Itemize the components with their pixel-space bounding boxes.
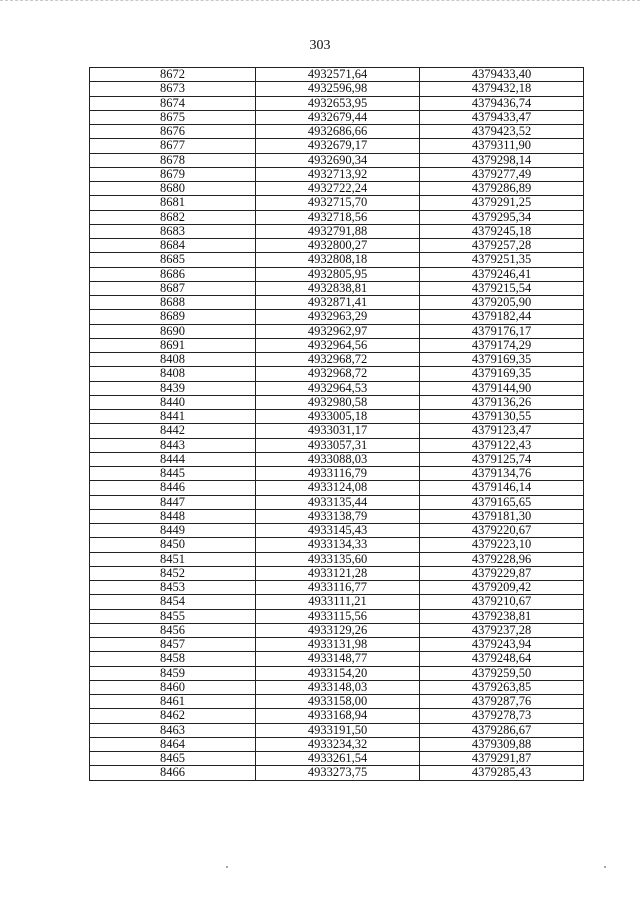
x-coordinate-cell: 4933148,03 — [256, 680, 420, 694]
point-number-cell: 8446 — [90, 481, 256, 495]
y-coordinate-cell: 4379125,74 — [420, 452, 584, 466]
y-coordinate-cell: 4379144,90 — [420, 381, 584, 395]
y-coordinate-cell: 4379257,28 — [420, 239, 584, 253]
y-coordinate-cell: 4379215,54 — [420, 281, 584, 295]
x-coordinate-cell: 4933057,31 — [256, 438, 420, 452]
table-row — [90, 723, 584, 737]
y-coordinate-cell: 4379169,35 — [420, 367, 584, 381]
x-coordinate-cell: 4932871,41 — [256, 296, 420, 310]
point-number-cell: 8688 — [90, 296, 256, 310]
y-coordinate-cell: 4379432,18 — [420, 82, 584, 96]
y-coordinate-cell: 4379205,90 — [420, 296, 584, 310]
y-coordinate-cell: 4379238,81 — [420, 609, 584, 623]
table-row — [90, 524, 584, 538]
x-coordinate-cell: 4933031,17 — [256, 424, 420, 438]
x-coordinate-cell: 4933168,94 — [256, 709, 420, 723]
point-number-cell: 8449 — [90, 524, 256, 538]
point-number-cell: 8681 — [90, 196, 256, 210]
table-row — [90, 224, 584, 238]
table-row — [90, 766, 584, 780]
y-coordinate-cell: 4379277,49 — [420, 167, 584, 181]
point-number-cell: 8678 — [90, 153, 256, 167]
x-coordinate-cell: 4932718,56 — [256, 210, 420, 224]
x-coordinate-cell: 4932679,44 — [256, 110, 420, 124]
point-number-cell: 8442 — [90, 424, 256, 438]
y-coordinate-cell: 4379245,18 — [420, 224, 584, 238]
point-number-cell: 8408 — [90, 367, 256, 381]
point-number-cell: 8452 — [90, 566, 256, 580]
y-coordinate-cell: 4379165,65 — [420, 495, 584, 509]
y-coordinate-cell: 4379223,10 — [420, 538, 584, 552]
table-row — [90, 139, 584, 153]
point-number-cell: 8459 — [90, 666, 256, 680]
x-coordinate-cell: 4933138,79 — [256, 509, 420, 523]
point-number-cell: 8672 — [90, 68, 256, 82]
x-coordinate-cell: 4932722,24 — [256, 182, 420, 196]
y-coordinate-cell: 4379291,25 — [420, 196, 584, 210]
x-coordinate-cell: 4932838,81 — [256, 281, 420, 295]
y-coordinate-cell: 4379122,43 — [420, 438, 584, 452]
table-row — [90, 210, 584, 224]
point-number-cell: 8673 — [90, 82, 256, 96]
x-coordinate-cell: 4932715,70 — [256, 196, 420, 210]
table-row — [90, 709, 584, 723]
point-number-cell: 8448 — [90, 509, 256, 523]
table-row — [90, 652, 584, 666]
x-coordinate-cell: 4932964,53 — [256, 381, 420, 395]
y-coordinate-cell: 4379298,14 — [420, 153, 584, 167]
point-number-cell: 8440 — [90, 395, 256, 409]
table-row — [90, 509, 584, 523]
table-row — [90, 196, 584, 210]
x-coordinate-cell: 4933111,21 — [256, 595, 420, 609]
y-coordinate-cell: 4379134,76 — [420, 467, 584, 481]
y-coordinate-cell: 4379251,35 — [420, 253, 584, 267]
y-coordinate-cell: 4379210,67 — [420, 595, 584, 609]
x-coordinate-cell: 4933191,50 — [256, 723, 420, 737]
x-coordinate-cell: 4933261,54 — [256, 752, 420, 766]
table-row — [90, 581, 584, 595]
x-coordinate-cell: 4933088,03 — [256, 452, 420, 466]
x-coordinate-cell: 4932980,58 — [256, 395, 420, 409]
table-row — [90, 167, 584, 181]
point-number-cell: 8443 — [90, 438, 256, 452]
x-coordinate-cell: 4933115,56 — [256, 609, 420, 623]
scan-speck — [604, 866, 606, 868]
point-number-cell: 8466 — [90, 766, 256, 780]
page-number: 303 — [309, 38, 331, 53]
y-coordinate-cell: 4379263,85 — [420, 680, 584, 694]
y-coordinate-cell: 4379433,40 — [420, 68, 584, 82]
point-number-cell: 8458 — [90, 652, 256, 666]
x-coordinate-cell: 4933145,43 — [256, 524, 420, 538]
y-coordinate-cell: 4379287,76 — [420, 695, 584, 709]
point-number-cell: 8441 — [90, 410, 256, 424]
x-coordinate-cell: 4933135,44 — [256, 495, 420, 509]
table-row — [90, 495, 584, 509]
point-number-cell: 8680 — [90, 182, 256, 196]
x-coordinate-cell: 4932679,17 — [256, 139, 420, 153]
table-row — [90, 395, 584, 409]
y-coordinate-cell: 4379146,14 — [420, 481, 584, 495]
table-row — [90, 452, 584, 466]
table-row — [90, 410, 584, 424]
point-number-cell: 8465 — [90, 752, 256, 766]
point-number-cell: 8445 — [90, 467, 256, 481]
coordinates-table — [89, 67, 584, 781]
y-coordinate-cell: 4379229,87 — [420, 566, 584, 580]
y-coordinate-cell: 4379259,50 — [420, 666, 584, 680]
point-number-cell: 8690 — [90, 324, 256, 338]
table-row — [90, 153, 584, 167]
point-number-cell: 8464 — [90, 737, 256, 751]
x-coordinate-cell: 4932962,97 — [256, 324, 420, 338]
x-coordinate-cell: 4932808,18 — [256, 253, 420, 267]
y-coordinate-cell: 4379295,34 — [420, 210, 584, 224]
y-coordinate-cell: 4379286,89 — [420, 182, 584, 196]
y-coordinate-cell: 4379436,74 — [420, 96, 584, 110]
y-coordinate-cell: 4379246,41 — [420, 267, 584, 281]
y-coordinate-cell: 4379176,17 — [420, 324, 584, 338]
point-number-cell: 8676 — [90, 125, 256, 139]
y-coordinate-cell: 4379243,94 — [420, 638, 584, 652]
y-coordinate-cell: 4379123,47 — [420, 424, 584, 438]
x-coordinate-cell: 4933124,08 — [256, 481, 420, 495]
x-coordinate-cell: 4933135,60 — [256, 552, 420, 566]
table-row — [90, 367, 584, 381]
point-number-cell: 8455 — [90, 609, 256, 623]
table-row — [90, 310, 584, 324]
point-number-cell: 8685 — [90, 253, 256, 267]
x-coordinate-cell: 4932713,92 — [256, 167, 420, 181]
table-row — [90, 638, 584, 652]
table-row — [90, 82, 584, 96]
x-coordinate-cell: 4932571,64 — [256, 68, 420, 82]
point-number-cell: 8454 — [90, 595, 256, 609]
table-row — [90, 666, 584, 680]
y-coordinate-cell: 4379291,87 — [420, 752, 584, 766]
x-coordinate-cell: 4933129,26 — [256, 623, 420, 637]
point-number-cell: 8453 — [90, 581, 256, 595]
x-coordinate-cell: 4933148,77 — [256, 652, 420, 666]
point-number-cell: 8463 — [90, 723, 256, 737]
table-row — [90, 438, 584, 452]
y-coordinate-cell: 4379423,52 — [420, 125, 584, 139]
point-number-cell: 8686 — [90, 267, 256, 281]
x-coordinate-cell: 4932690,34 — [256, 153, 420, 167]
y-coordinate-cell: 4379209,42 — [420, 581, 584, 595]
y-coordinate-cell: 4379130,55 — [420, 410, 584, 424]
table-row — [90, 182, 584, 196]
top-scan-edge — [0, 0, 640, 4]
table-row — [90, 609, 584, 623]
table-row — [90, 125, 584, 139]
x-coordinate-cell: 4932653,95 — [256, 96, 420, 110]
point-number-cell: 8677 — [90, 139, 256, 153]
x-coordinate-cell: 4932800,27 — [256, 239, 420, 253]
point-number-cell: 8674 — [90, 96, 256, 110]
table-row — [90, 623, 584, 637]
table-row — [90, 96, 584, 110]
y-coordinate-cell: 4379237,28 — [420, 623, 584, 637]
y-coordinate-cell: 4379311,90 — [420, 139, 584, 153]
table-row — [90, 324, 584, 338]
table-row — [90, 353, 584, 367]
table-row — [90, 595, 584, 609]
table-row — [90, 481, 584, 495]
point-number-cell: 8444 — [90, 452, 256, 466]
y-coordinate-cell: 4379248,64 — [420, 652, 584, 666]
y-coordinate-cell: 4379433,47 — [420, 110, 584, 124]
x-coordinate-cell: 4933134,33 — [256, 538, 420, 552]
x-coordinate-cell: 4933154,20 — [256, 666, 420, 680]
y-coordinate-cell: 4379285,43 — [420, 766, 584, 780]
coordinates-table-body — [90, 68, 584, 781]
y-coordinate-cell: 4379220,67 — [420, 524, 584, 538]
table-row — [90, 752, 584, 766]
y-coordinate-cell: 4379169,35 — [420, 353, 584, 367]
y-coordinate-cell: 4379278,73 — [420, 709, 584, 723]
y-coordinate-cell: 4379136,26 — [420, 395, 584, 409]
point-number-cell: 8679 — [90, 167, 256, 181]
table-row — [90, 695, 584, 709]
point-number-cell: 8450 — [90, 538, 256, 552]
point-number-cell: 8462 — [90, 709, 256, 723]
x-coordinate-cell: 4933005,18 — [256, 410, 420, 424]
point-number-cell: 8691 — [90, 338, 256, 352]
y-coordinate-cell: 4379309,88 — [420, 737, 584, 751]
table-row — [90, 467, 584, 481]
point-number-cell: 8439 — [90, 381, 256, 395]
table-row — [90, 424, 584, 438]
point-number-cell: 8675 — [90, 110, 256, 124]
table-row — [90, 267, 584, 281]
x-coordinate-cell: 4932791,88 — [256, 224, 420, 238]
x-coordinate-cell: 4932964,56 — [256, 338, 420, 352]
y-coordinate-cell: 4379174,29 — [420, 338, 584, 352]
table-row — [90, 381, 584, 395]
x-coordinate-cell: 4933116,77 — [256, 581, 420, 595]
table-row — [90, 566, 584, 580]
point-number-cell: 8689 — [90, 310, 256, 324]
point-number-cell: 8457 — [90, 638, 256, 652]
x-coordinate-cell: 4932963,29 — [256, 310, 420, 324]
x-coordinate-cell: 4933121,28 — [256, 566, 420, 580]
x-coordinate-cell: 4932686,66 — [256, 125, 420, 139]
x-coordinate-cell: 4932968,72 — [256, 367, 420, 381]
y-coordinate-cell: 4379286,67 — [420, 723, 584, 737]
point-number-cell: 8461 — [90, 695, 256, 709]
x-coordinate-cell: 4933234,32 — [256, 737, 420, 751]
y-coordinate-cell: 4379182,44 — [420, 310, 584, 324]
point-number-cell: 8447 — [90, 495, 256, 509]
point-number-cell: 8451 — [90, 552, 256, 566]
point-number-cell: 8408 — [90, 353, 256, 367]
table-row — [90, 281, 584, 295]
x-coordinate-cell: 4933131,98 — [256, 638, 420, 652]
point-number-cell: 8682 — [90, 210, 256, 224]
table-row — [90, 538, 584, 552]
table-row — [90, 338, 584, 352]
x-coordinate-cell: 4932596,98 — [256, 82, 420, 96]
table-row — [90, 552, 584, 566]
table-row — [90, 68, 584, 82]
x-coordinate-cell: 4933158,00 — [256, 695, 420, 709]
table-row — [90, 737, 584, 751]
point-number-cell: 8687 — [90, 281, 256, 295]
scan-speck — [226, 866, 228, 868]
point-number-cell: 8684 — [90, 239, 256, 253]
point-number-cell: 8683 — [90, 224, 256, 238]
table-row — [90, 680, 584, 694]
x-coordinate-cell: 4933116,79 — [256, 467, 420, 481]
x-coordinate-cell: 4932968,72 — [256, 353, 420, 367]
x-coordinate-cell: 4932805,95 — [256, 267, 420, 281]
point-number-cell: 8460 — [90, 680, 256, 694]
table-row — [90, 110, 584, 124]
table-row — [90, 253, 584, 267]
table-row — [90, 296, 584, 310]
x-coordinate-cell: 4933273,75 — [256, 766, 420, 780]
point-number-cell: 8456 — [90, 623, 256, 637]
table-row — [90, 239, 584, 253]
y-coordinate-cell: 4379228,96 — [420, 552, 584, 566]
y-coordinate-cell: 4379181,30 — [420, 509, 584, 523]
